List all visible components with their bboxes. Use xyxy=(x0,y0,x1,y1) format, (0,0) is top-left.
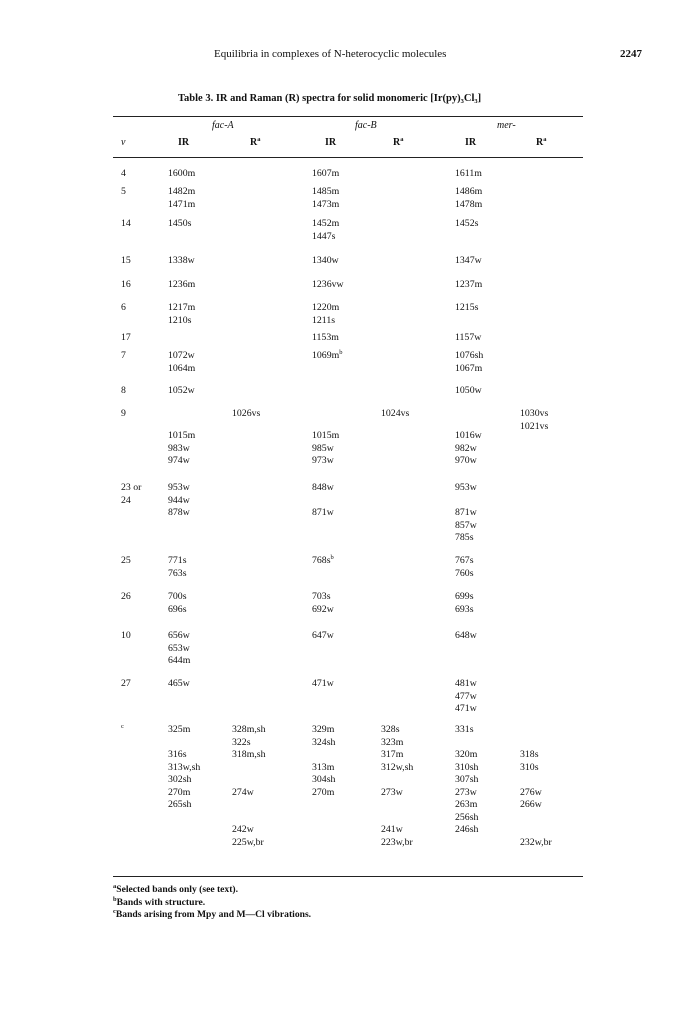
band-value: 320m xyxy=(455,749,478,760)
band-value: 317m xyxy=(381,749,404,760)
band-value: 318m,sh xyxy=(232,749,266,760)
column-header-r: $R^a$ xyxy=(393,136,404,148)
vibration-mode-label: 10 xyxy=(121,630,131,641)
band-value: $1069m^b$ xyxy=(312,349,343,361)
vibration-mode-label: 5 xyxy=(121,186,126,197)
band-value: 703s xyxy=(312,591,331,602)
footnote: $^c$Bands arising from Mpy and M—Cl vibrations. xyxy=(113,908,312,920)
band-value: 699s xyxy=(455,591,474,602)
band-value: 273w xyxy=(381,786,403,798)
vibration-mode-label: 15 xyxy=(121,255,131,266)
band-value: 265sh xyxy=(168,799,192,810)
band-value: 246sh xyxy=(455,824,479,835)
band-value: 1067m xyxy=(455,362,483,374)
band-value: 647w xyxy=(312,630,334,641)
band-value: 1215s xyxy=(455,302,479,313)
column-header-ir: IR xyxy=(178,137,190,148)
band-value: 1482m xyxy=(168,186,196,197)
table-bottom-rule xyxy=(113,876,583,877)
band-value: 270m xyxy=(312,786,335,798)
band-value: 1347w xyxy=(455,255,482,266)
band-value: 310sh xyxy=(455,761,479,773)
band-value: 477w xyxy=(455,690,477,702)
band-value: 471w xyxy=(455,703,477,714)
band-value: 653w xyxy=(168,642,190,654)
band-value: 307sh xyxy=(455,774,479,785)
band-value: 1072w xyxy=(168,350,195,361)
band-value: 310s xyxy=(520,761,539,773)
vibration-mode-label: 17 xyxy=(121,332,131,343)
vibration-mode-label: c xyxy=(121,723,124,730)
band-value: 1600m xyxy=(168,168,196,179)
band-value: 1050w xyxy=(455,385,482,396)
band-value: 1237m xyxy=(455,279,483,290)
vibration-mode-label: 27 xyxy=(121,678,131,689)
column-header-ir: IR xyxy=(325,137,337,148)
band-value: 223w,br xyxy=(381,836,413,848)
band-value: 944w xyxy=(168,494,190,506)
band-value: 983w xyxy=(168,442,190,454)
band-value: 1210s xyxy=(168,314,192,326)
band-value: 974w xyxy=(168,455,190,466)
band-value: 760s xyxy=(455,567,474,579)
vibration-mode-label: 26 xyxy=(121,591,131,602)
band-value: 648w xyxy=(455,630,477,641)
band-value: 1217m xyxy=(168,302,196,313)
band-value: 329m xyxy=(312,724,335,735)
vibration-mode-label: 4 xyxy=(121,168,126,179)
caption-subscript: 3 xyxy=(474,98,478,105)
band-value: 1486m xyxy=(455,186,483,197)
band-value: 1026vs xyxy=(232,408,261,419)
band-value: 318s xyxy=(520,749,539,760)
band-value: 848w xyxy=(312,482,334,493)
vibration-mode-label: 24 xyxy=(121,494,131,506)
caption-text: Table 3. IR and Raman (R) spectra for solid monomeric [Ir(py) xyxy=(178,93,461,104)
band-value: 985w xyxy=(312,442,334,454)
vibration-mode-label: 14 xyxy=(121,218,131,229)
column-header-r: $R^a$ xyxy=(250,136,261,148)
table-top-rule xyxy=(113,116,583,117)
band-value: 693s xyxy=(455,603,474,615)
band-value: 970w xyxy=(455,455,477,466)
band-value: 274w xyxy=(232,786,254,798)
band-value: 263m xyxy=(455,799,478,810)
footnote: $^b$Bands with structure. xyxy=(113,895,206,908)
caption-text: ] xyxy=(477,93,482,104)
band-value: 1473m xyxy=(312,198,340,210)
page-number: 2247 xyxy=(620,48,642,60)
band-value: 242w xyxy=(232,824,254,835)
band-value: 1452s xyxy=(455,218,479,229)
band-value: 313w,sh xyxy=(168,761,201,773)
footnotes xyxy=(113,884,311,922)
header-rule xyxy=(113,157,583,158)
vibration-mode-label: 6 xyxy=(121,302,126,313)
band-value: 323m xyxy=(381,736,404,748)
band-value: 857w xyxy=(455,519,477,531)
group-header-mer: mer- xyxy=(497,120,516,131)
band-value: 767s xyxy=(455,555,474,566)
band-value: 266w xyxy=(520,799,542,810)
band-value: 225w,br xyxy=(232,836,264,848)
band-value: 1236m xyxy=(168,279,196,290)
running-title: Equilibria in complexes of N-heterocyclic molecules xyxy=(214,48,447,60)
band-value: 270m xyxy=(168,786,191,798)
band-value: 1153m xyxy=(312,332,339,343)
band-value: 313m xyxy=(312,761,335,773)
band-value: 771s xyxy=(168,555,187,566)
band-value: 1157w xyxy=(455,332,482,343)
band-value: 1340w xyxy=(312,255,339,266)
band-value: 656w xyxy=(168,630,190,641)
band-value: 331s xyxy=(455,724,474,735)
band-value: 328s xyxy=(381,724,400,735)
band-value: 763s xyxy=(168,567,187,579)
band-value: 1338w xyxy=(168,255,195,266)
band-value: 324sh xyxy=(312,736,336,748)
band-value: 973w xyxy=(312,455,334,466)
column-header-ir: IR xyxy=(465,137,477,148)
band-value: 1220m xyxy=(312,302,340,313)
vibration-mode-label: 8 xyxy=(121,385,126,396)
column-header-r: $R^a$ xyxy=(536,136,547,148)
band-value: 953w xyxy=(455,482,477,493)
band-value: 1471m xyxy=(168,198,196,210)
band-value: 1211s xyxy=(312,314,336,326)
band-value: 785s xyxy=(455,532,474,543)
band-value: 1447s xyxy=(312,230,336,242)
band-value: 1076sh xyxy=(455,350,484,361)
band-value: 276w xyxy=(520,786,542,798)
band-value: 1015m xyxy=(168,430,196,441)
band-value: 325m xyxy=(168,724,191,735)
vibration-mode-label: 23 or xyxy=(121,482,142,493)
band-value: 1485m xyxy=(312,186,340,197)
band-value: 465w xyxy=(168,678,190,689)
vibration-mode-label: 7 xyxy=(121,350,126,361)
band-value: 316s xyxy=(168,749,187,760)
caption-subscript: 3 xyxy=(460,98,464,105)
band-value: 1478m xyxy=(455,198,483,210)
band-value: 328m,sh xyxy=(232,724,266,735)
band-value: 1236vw xyxy=(312,279,344,290)
band-value: 700s xyxy=(168,591,187,602)
footnote: $^a$Selected bands only (see text). xyxy=(113,883,239,895)
band-value: 1064m xyxy=(168,362,196,374)
band-value: 481w xyxy=(455,678,477,689)
band-value: 953w xyxy=(168,482,190,493)
band-value: 471w xyxy=(312,678,334,689)
band-value: 273w xyxy=(455,786,477,798)
vibration-mode-label: 25 xyxy=(121,555,131,566)
band-value: 322s xyxy=(232,736,251,748)
caption-text: Cl xyxy=(463,93,475,104)
group-header-fac-b: fac-B xyxy=(355,120,377,131)
band-value: 1052w xyxy=(168,385,195,396)
band-value: 696s xyxy=(168,603,187,615)
band-value: 982w xyxy=(455,442,477,454)
band-value: 871w xyxy=(312,507,334,518)
band-value: 1016w xyxy=(455,430,482,441)
band-value: $768s^b$ xyxy=(312,554,334,566)
group-header-fac-a: fac-A xyxy=(212,120,234,131)
band-value: 1611m xyxy=(455,168,482,179)
band-value: 241w xyxy=(381,824,403,835)
band-value: 302sh xyxy=(168,774,192,785)
band-value: 1030vs xyxy=(520,408,549,419)
band-value: 1024vs xyxy=(381,408,410,419)
band-value: 644m xyxy=(168,655,191,666)
band-value: 878w xyxy=(168,507,190,518)
vibration-mode-label: 9 xyxy=(121,408,126,419)
band-value: 232w,br xyxy=(520,836,552,848)
band-value: 256sh xyxy=(455,811,479,823)
band-value: 304sh xyxy=(312,774,336,785)
band-value: 1452m xyxy=(312,218,340,229)
band-value: 1450s xyxy=(168,218,192,229)
band-value: 1015m xyxy=(312,430,340,441)
band-value: 692w xyxy=(312,603,334,615)
table-caption xyxy=(178,93,481,104)
band-value: 312w,sh xyxy=(381,761,414,773)
column-header-v: ν xyxy=(121,137,126,148)
vibration-mode-label: 16 xyxy=(121,279,131,290)
band-value: 871w xyxy=(455,507,477,518)
band-value: 1021vs xyxy=(520,420,549,432)
band-value: 1607m xyxy=(312,168,340,179)
